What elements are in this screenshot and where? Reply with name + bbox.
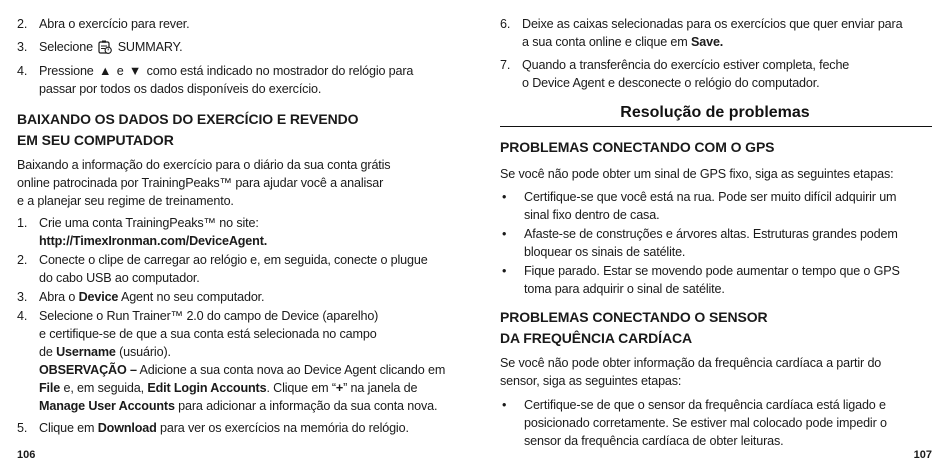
step-text: SUMMARY. — [117, 40, 183, 54]
page-number: 106 — [17, 449, 36, 461]
step-7: 7. Quando a transferência do exercício estiver completa, feche o Device Agent e desconecte o relógio do computador. — [500, 58, 850, 90]
step-number: 5. — [17, 421, 28, 435]
hr-intro: Se você não pode obter informação da frequência cardíaca a partir do sensor, siga as seguintes etapas: — [500, 356, 882, 388]
intro-paragraph: Baixando a informação do exercício para o diário da sua conta grátis online patrocinada por TrainingPeaks™ para ajudar você a analisar e a planejar seu regime de treinamento. — [17, 158, 391, 208]
step-text: Pressione — [39, 64, 94, 78]
step-number: 3. — [17, 290, 28, 304]
step-4 — [17, 62, 413, 98]
step-number: 1. — [17, 216, 28, 230]
gps-bullet: • Fique parado. Estar se movendo pode aumentar o tempo que o GPS toma para adquirir o sinal de satélite. — [502, 264, 900, 296]
hr-bullet: • Certifique-se de que o sensor da frequência cardíaca está ligado e posicionado corretamente. Se estiver mal colocado pode impedir o sensor da frequência cardíaca de obter leituras. — [502, 398, 887, 448]
step-b-4: 4. Selecione o Run Trainer™ 2.0 do campo de Device (aparelho) e certifique-se de que a sua conta está selecionada no campo de Username (usuário). OBSERVAÇÃO – Adicione a sua conta nova ao Device Agent clicando em File e, em seguida, Edit Login Accounts. Clique em “+” na janela de Manage User Accounts para adicionar a informação da sua conta nova. — [17, 309, 446, 413]
step-number: 7. — [500, 58, 511, 72]
gps-bullet: • Afaste-se de construções e árvores altas. Estruturas grandes podem bloquear os sinais de satélite. — [502, 227, 898, 259]
step-number: 3. — [17, 40, 28, 54]
bullet-icon: • — [502, 227, 507, 241]
url-link[interactable]: http://TimexIronman.com/DeviceAgent. — [39, 234, 268, 248]
right-page — [475, 0, 950, 467]
step-b-5: 5. Clique em Download para ver os exercícios na memória do relógio. — [17, 421, 409, 435]
step-number: 4. — [17, 309, 28, 323]
step-b-1: 1. Crie uma conta TrainingPeaks™ no site: http://TimexIronman.com/DeviceAgent. — [17, 216, 268, 248]
step-b-2: 2. Conecte o clipe de carregar ao relógio e, em seguida, conecte o plugue do cabo USB ao computador. — [17, 253, 428, 285]
summary-stopwatch-icon — [98, 40, 112, 54]
section-divider — [500, 126, 932, 127]
step-text: e — [116, 64, 124, 78]
step-b-3: 3. Abra o Device Agent no seu computador. — [17, 290, 265, 304]
up-arrow-icon: ▲ — [99, 64, 112, 78]
bullet-icon: • — [502, 264, 507, 278]
hr-heading: PROBLEMAS CONECTANDO O SENSOR DA FREQUÊNCIA CARDÍACA — [500, 309, 768, 346]
step-6: 6. Deixe as caixas selecionadas para os exercícios que quer enviar para a sua conta online e clique em Save. — [500, 17, 903, 49]
step-text: Abra o exercício para rever. — [39, 17, 190, 31]
bullet-icon: • — [502, 398, 507, 412]
down-arrow-icon: ▼ — [128, 64, 142, 78]
page-number: 107 — [913, 449, 932, 461]
step-number: 6. — [500, 17, 511, 31]
section-title: Resolução de problemas — [620, 104, 810, 121]
step-text: passar por todos os dados disponíveis do exercício. — [39, 82, 322, 96]
section-heading: BAIXANDO OS DADOS DO EXERCÍCIO E REVENDO EM SEU COMPUTADOR — [17, 111, 359, 148]
step-number: 4. — [17, 64, 28, 78]
step-number: 2. — [17, 253, 28, 267]
step-number: 2. — [17, 17, 28, 31]
step-text: como está indicado no mostrador do relógio para — [146, 64, 414, 78]
note-label: OBSERVAÇÃO – — [39, 363, 137, 377]
bullet-icon: • — [502, 190, 507, 204]
step-3 — [17, 38, 183, 56]
step-2 — [17, 15, 190, 33]
gps-intro: Se você não pode obter um sinal de GPS fixo, siga as seguintes etapas: — [500, 167, 894, 181]
gps-heading: PROBLEMAS CONECTANDO COM O GPS — [500, 139, 775, 155]
gps-bullet: • Certifique-se que você está na rua. Pode ser muito difícil adquirir um sinal fixo dentro de casa. — [502, 190, 897, 222]
step-text: Selecione — [39, 40, 93, 54]
